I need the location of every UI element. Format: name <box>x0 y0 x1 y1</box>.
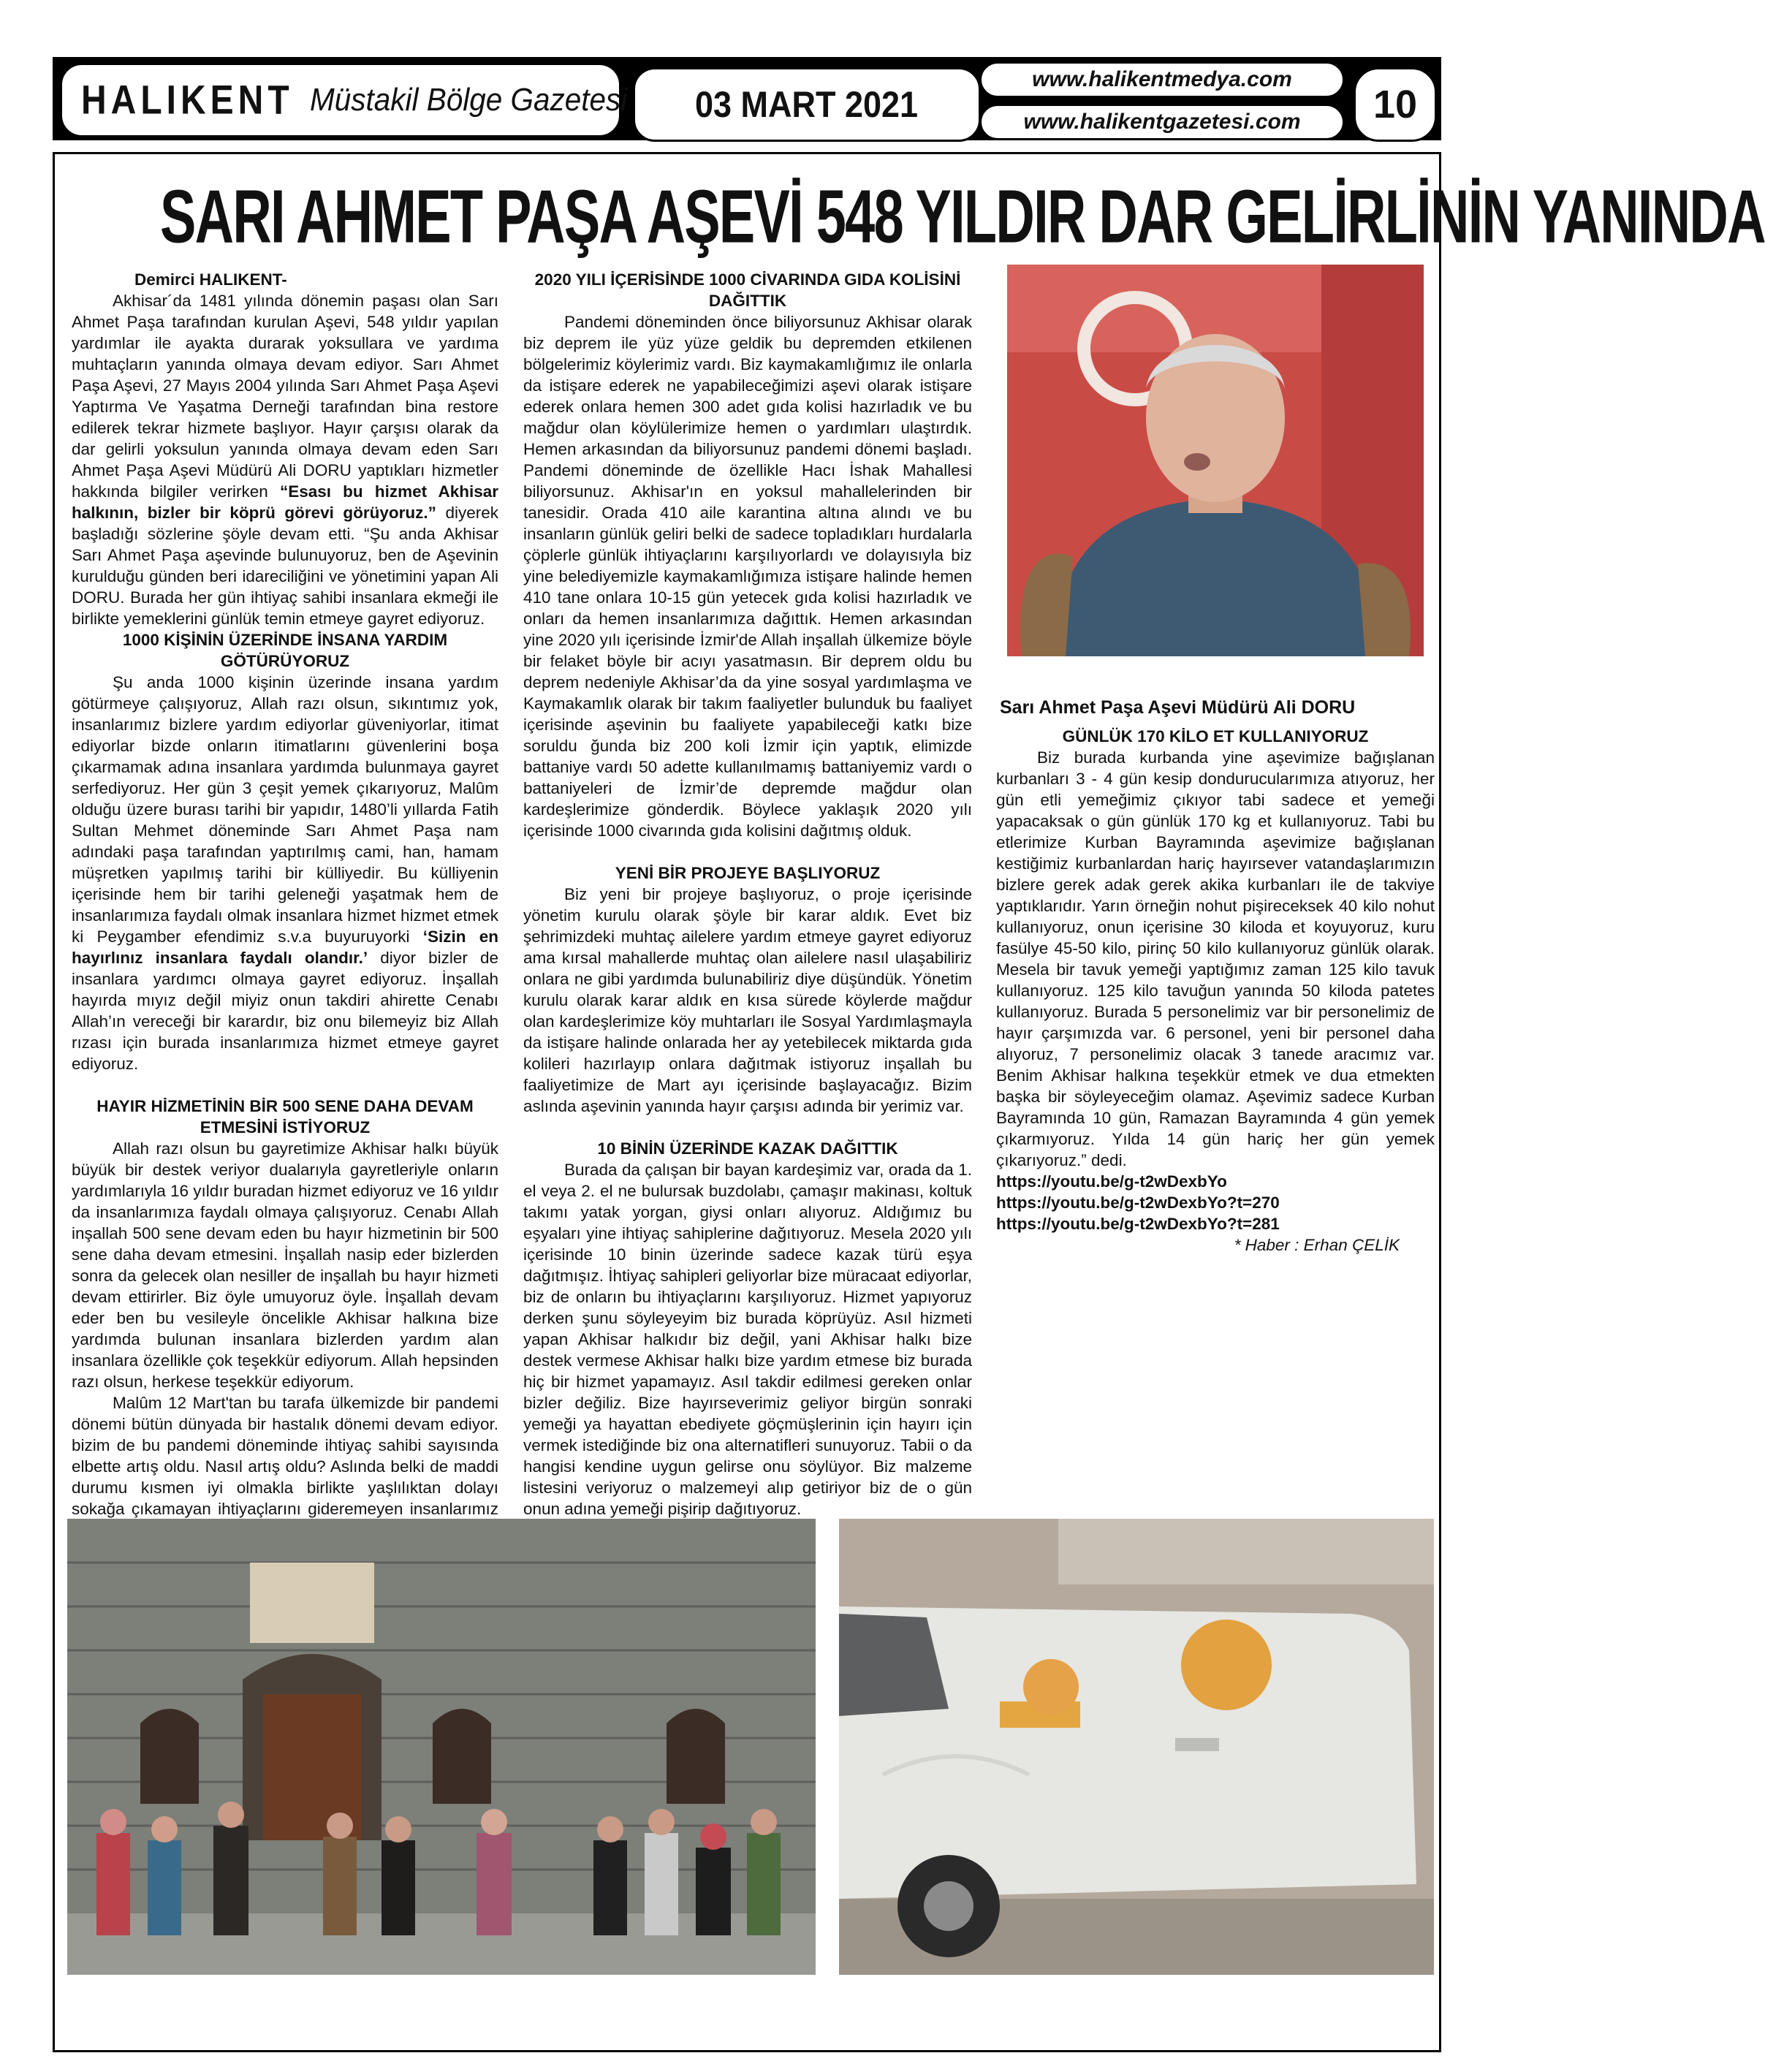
article-column-3 <box>996 726 1435 1256</box>
paragraph: Biz burada kurbanda yine aşevimize bağışlanan kurbanları 3 - 4 gün kesip dondurucularımıza atıyoruz, her gün etli yemeğimiz çıkıyor tabi sadece et yemeği yapacaksak o gün günlük 170 kg et kullanıyoruz. Tabi bu etlerimize Kurban Bayramında aşevimize bağışlanan kestiğimiz kurbanlardan hariç hayırsever vatandaşlarımızın bizlere gerek adak gerek akika kurbanları ile de takviye yaptıklarıdır. Yarın örneğin nohut pişireceksek 40 kilo nohut kullanıyoruz, onun içerisine 30 kiloda et koyuyoruz, kuru fasülye 45-50 kilo, pirinç 50 kilo kullanıyoruz günlük olarak. Mesela bir tavuk yemeği yaptığımız zaman 125 kilo tavuk kullanıyoruz. 125 kilo tavuğun yanında 50 kiloda patetes kullanıyoruz. Burada 5 personelimiz var bir personelimiz de hayır çarşımızda var. 6 personel, yeni bir personel daha alıyoruz, 7 personelimiz olacak 3 tanede aracımız var. Benim Akhisar halkına teşekkür etmek ve dua etmekten başka bir söyleyeceğim olamaz. Aşevimiz sadece Kurban Bayramında 10 gün, Ramazan Bayramında 4 gün yemek çıkarmıyoruz. Yılda 14 gün hariç her gün yemek çıkarıyoruz.” dedi. <box>996 748 1435 1169</box>
paragraph <box>72 290 498 629</box>
paragraph <box>72 672 498 1074</box>
quote: ‘Sizin en hayırlınız insanlara faydalı olandır.’ <box>72 927 498 967</box>
portrait-illustration <box>1007 265 1424 656</box>
paragraph-text: diyerek başladığı sözlerine şöyle devam etti. “Şu anda Akhisar Sarı Ahmet Paşa aşevinde bulunuyoruz, ben de Aşevinin kurulduğu günden beri idareciliğini ve yönetimini yapan Ali DORU. Burada her gün ihtiyaç sahibi insanlara ekmeği ile birlikte yemeklerini günlük temin etmeye gayret ediyoruz. <box>72 504 498 628</box>
subheading: GÜNLÜK 170 KİLO ET KULLANIYORUZ <box>1062 727 1369 745</box>
newspaper-tagline: Müstakil Bölge Gazetesi <box>309 82 627 118</box>
quote: “Esası bu hizmet Akhisar halkının, bizler bir köprü görevi görüyoruz.” <box>72 482 498 522</box>
paragraph: Biz yeni bir projeye başlıyoruz, o proje içerisinde yönetim kurulu olarak şöyle bir karar aldık. Evet biz şehrimizdeki muhtaç ailelere yardım etmeye gayret ediyoruz ama kırsal mahallerde muhtaç olan ailelere nasıl ulaşabiliriz onlara ne gibi yardımda bulunabiliriz diye düşündük. Yönetim kurulu olarak karar aldık en kısa sürede köylerde mağdur olan kardeşlerimize köy muhtarları ile Sosyal Yardımlaşmayla da istişare halinde onlarada her ay yetebilecek miktarda gıda kolileri hazırlayıp onlara dağıtmak istiyoruz inşallah bu faaliyetimize de Mart ayı içerisinde başlayacağız. Bizim aslında aşevinin yanında hayır çarşısı adında bir yerimiz var. <box>523 885 972 1115</box>
paragraph: Pandemi döneminden önce biliyorsunuz Akhisar olarak biz deprem ile yüz yüze geldik bu depremden etkilenen bölgelerimiz köylerimiz vardı. Biz kaymakamlığımız ile onlarla da istişare ederek ne yapabileceğimizi aşevi olarak istişare ederek onlara hemen 300 adet gıda kolisi hazırladık ve bu mağdur olan köylülerimize hemen o yardımları ulaştırdık. Hemen arkasından da biliyorsunuz pandemi dönemi başladı. Pandemi döneminde de özellikle Hacı İshak Mahallesi biliyorsunuz. Akhisar'ın en yoksul mahallelerinden bir tanesidir. Orada 410 aile karantina altına alındı ve bu insanların günlük geliri belki de sadece topladıkları hurdalarla çöplerle günlük ihtiyaçlarını karşılıyorlardı ve dolayısıyla biz yine belediyemizle kaymakamlığımıza istişare halinde hemen 410 tane onlara 10-15 gün yetecek gıda kolisi hazırladık ve onları da hemen insanlarımıza dağıttık. Hemen arkasından yine 2020 yılı içerisinde İzmir'de Allah inşallah ülkemize böyle bir felaket böyle bir acıyı yasatmasın. Bir deprem oldu bu deprem nedeniyle Akhisar’da da yine sosyal yardımlaşma ve Kaymakamlık olarak bir takım faaliyetler bulunduk bu faaliyet içerisinde aşevinin bu faaliyete yapabileceği katkı bize soruldu ğunda biz 200 koli İzmir için yaptık, elimizde battaniye vardı 50 adette kullanılmamış battaniyemiz vardı o battaniyeleri de İzmir’de depremde mağdur olan kardeşlerimize gönderdik. Böylece yaklaşık 2020 yılı içerisinde 1000 civarında gıda kolisini dağıtmış olduk. <box>523 313 972 840</box>
video-link[interactable]: https://youtu.be/g-t2wDexbYo?t=270 <box>996 1194 1280 1212</box>
portrait-photo <box>1007 265 1424 656</box>
paragraph: Burada da çalışan bir bayan kardeşimiz var, orada da 1. el veya 2. el ne bulursak buzdolabı, çamaşır makinası, koltuk takımı yatak yorgan, giysi onları alıyoruz. Aldığımız bu eşyaları yine ihtiyaç sahiplerine dağıtıyoruz. Mesela 2020 yılı içerisinde 10 binin üzerinde sadece kazak türü eşya dağıtmışız. İhtiyaç sahipleri geliyorlar bize müracaat ediyorlar, biz de onların bu ihtiyaçlarını karşılıyoruz. Hizmet yapıyoruz derken şunu söyleyeyim biz burada köprüyüz. Asıl hizmeti yapan Akhisar halkıdır biz değil, yani Akhisar halkı bize destek vermese Akhisar halkı bize yardım etmese biz burada hiç bir hizmet yapamayız. Asıl takdir edilmesi gereken onlar bizler değiliz. Bize hayırseverimiz geliyor birgün sonraki yemeği ya hayattan ebediyete göçmüşlerinin için hayırı için vermek istediğinde biz ona alternatifleri sunuyoruz. Tabii o da hangisi kendine uygun gelirse onu söylüyor. Biz malzeme listesini veriyoruz o malzemeyi alıp getiriyor biz de o gün onun adına yemeği pişirip dağıtıyoruz. <box>523 1161 973 1518</box>
subheading: 2020 YILI İÇERİSİNDE 1000 CİVARINDA GIDA KOLİSİNİ DAĞITTIK <box>534 270 961 310</box>
paragraph: Malûm 12 Mart'tan bu tarafa ülkemizde bir pandemi dönemi bütün dünyada bir hastalık dönemi devam ediyor. bizim de bu pandemi döneminde ihtiyaç sahibi sayısında elbette artış oldu. Nasıl artış oldu? Aslında belki de maddi durumu kısmen iyi olmakla birlikte yaşlılıktan dolayı sokağa çıkamayan ihtiyaçlarını gideremeyen insanlarımız <box>72 1394 498 1518</box>
street-illustration <box>67 1519 816 1975</box>
page-number: 10 <box>1354 67 1437 142</box>
paragraph-text: Akhisar´da 1481 yılında dönemin paşası olan Sarı Ahmet Paşa tarafından kurulan Aşevi, 548 yıldır yapılan yardımlar ile ayakta durarak yoksullara ve yardıma muhtaçların yanında olmaya devam ediyor. Sarı Ahmet Paşa Aşevi, 27 Mayıs 2004 yılında Sarı Ahmet Paşa Aşevi Yaptırma Ve Yaşatma Derneği tarafından bina restore edilerek tekrar hizmete başlıyor. Hayır çarşısı olarak da dar gelirli yoksulun yanında olmaya devam eden Sarı Ahmet Paşa Aşevi Müdürü Ali DORU yaptıkları hizmetler hakkında bilgiler verirken <box>72 292 498 501</box>
subheading: YENİ BİR PROJEYE BAŞLIYORUZ <box>615 864 881 882</box>
headline: SARI AHMET PAŞA AŞEVİ 548 YILDIR DAR GELİRLİNİN YANINDA <box>160 175 1765 259</box>
photo-caption: Sarı Ahmet Paşa Aşevi Müdürü Ali DORU <box>1000 697 1356 718</box>
website-link-medya[interactable]: www.halikentmedya.com <box>979 61 1345 98</box>
paragraph: Allah razı olsun bu gayretimize Akhisar halkı büyük büyük bir destek veriyor dualarıyla gayretleriyle onların yardımlarıyla 16 yıldır buradan hizmet ediyoruz ve 16 yıldır da insanlarımıza faydalı olmaya çalışıyoruz. Cenabı Allah inşallah 500 sene devam eden bu hayır hizmetinin bir 500 sene daha devam etmesini. İnşallah nasip eder bizlerden sonra da gelecek olan nesiller de inşallah bu hayır hizmeti devam ettirirler. Biz öyle umuyoruz öyle. İnşallah devam eder ben bu vesileyle öncelikle Akhisar halkına bize yardımda bulunan insanlara bizlerden yardım alan insanlara özellikle çok teşekkür ediyorum. Allah hepsinden razı olsun, herkese teşekkür ediyorum. <box>72 1139 499 1391</box>
delivery-van-photo <box>839 1519 1434 1975</box>
subheading: 1000 KİŞİNİN ÜZERİNDE İNSANA YARDIM GÖTÜRÜYORUZ <box>122 631 448 670</box>
video-link[interactable]: https://youtu.be/g-t2wDexbYo <box>996 1172 1227 1191</box>
soup-kitchen-queue-photo <box>67 1519 816 1975</box>
paragraph-text: Şu anda 1000 kişinin üzerinde insana yardım götürmeye çalışıyoruz, Allah razı olsun, sıkıntımız yok, insanlarımız bizlere yardım ediyorlar güveniyorlar, itimat ediyorlar bizde onların itimatlarını güvenlerini boşa çıkarmamak adına insanlara yardımda bulunmaya gayret serfediyoruz. Her gün 3 çeşit yemek çıkarıyoruz, Malûm olduğu üzere burası tarihi bir yapıdır, 1480’li yıllarda Fatih Sultan Mehmet döneminde Sarı Ahmet Paşa nam adındaki paşa tarafından yaptırılmış cami, han, hamam müşretken yapılmış tarihi bir külliyedir. Bu külliyenin içerisinde hem bir tarihi geleneği yaşatmak hem de insanlarımıza faydalı olmak insanlara hizmet hizmet etmek ki Peygamber efendimiz s.v.a buyuruyorki <box>72 673 498 946</box>
article-column-1 <box>72 269 498 1668</box>
video-link[interactable]: https://youtu.be/g-t2wDexbYo?t=281 <box>996 1215 1280 1233</box>
subheading: HAYIR HİZMETİNİN BİR 500 SENE DAHA DEVAM ETMESİNİ İSTİYORUZ <box>96 1097 474 1136</box>
masthead-brand <box>60 63 627 137</box>
paragraph-text: diyor bizler de insanlara yardımcı olmaya gayret ediyoruz. İnşallah hayırda mıyız değil miyiz onun takdiri ahirette Cenabı Allah’ın vereceği bir karardır, biz onu bilemeyiz biz Allah rızası için burada insanlarımıza hizmet etmeye gayret ediyoruz. <box>72 949 498 1073</box>
byline: * Haber : Erhan ÇELİK <box>1234 1236 1400 1254</box>
newspaper-name: HALIKENT <box>81 77 294 123</box>
article-column-2 <box>523 269 972 1519</box>
van-illustration <box>839 1519 1434 1975</box>
subheading: 10 BİNİN ÜZERİNDE KAZAK DAĞITTIK <box>597 1139 898 1158</box>
issue-date-text: 03 MART 2021 <box>695 84 919 125</box>
dateline: Demirci HALIKENT- <box>134 270 287 289</box>
website-link-gazete[interactable]: www.halikentgazetesi.com <box>979 104 1345 140</box>
issue-date <box>633 67 981 142</box>
